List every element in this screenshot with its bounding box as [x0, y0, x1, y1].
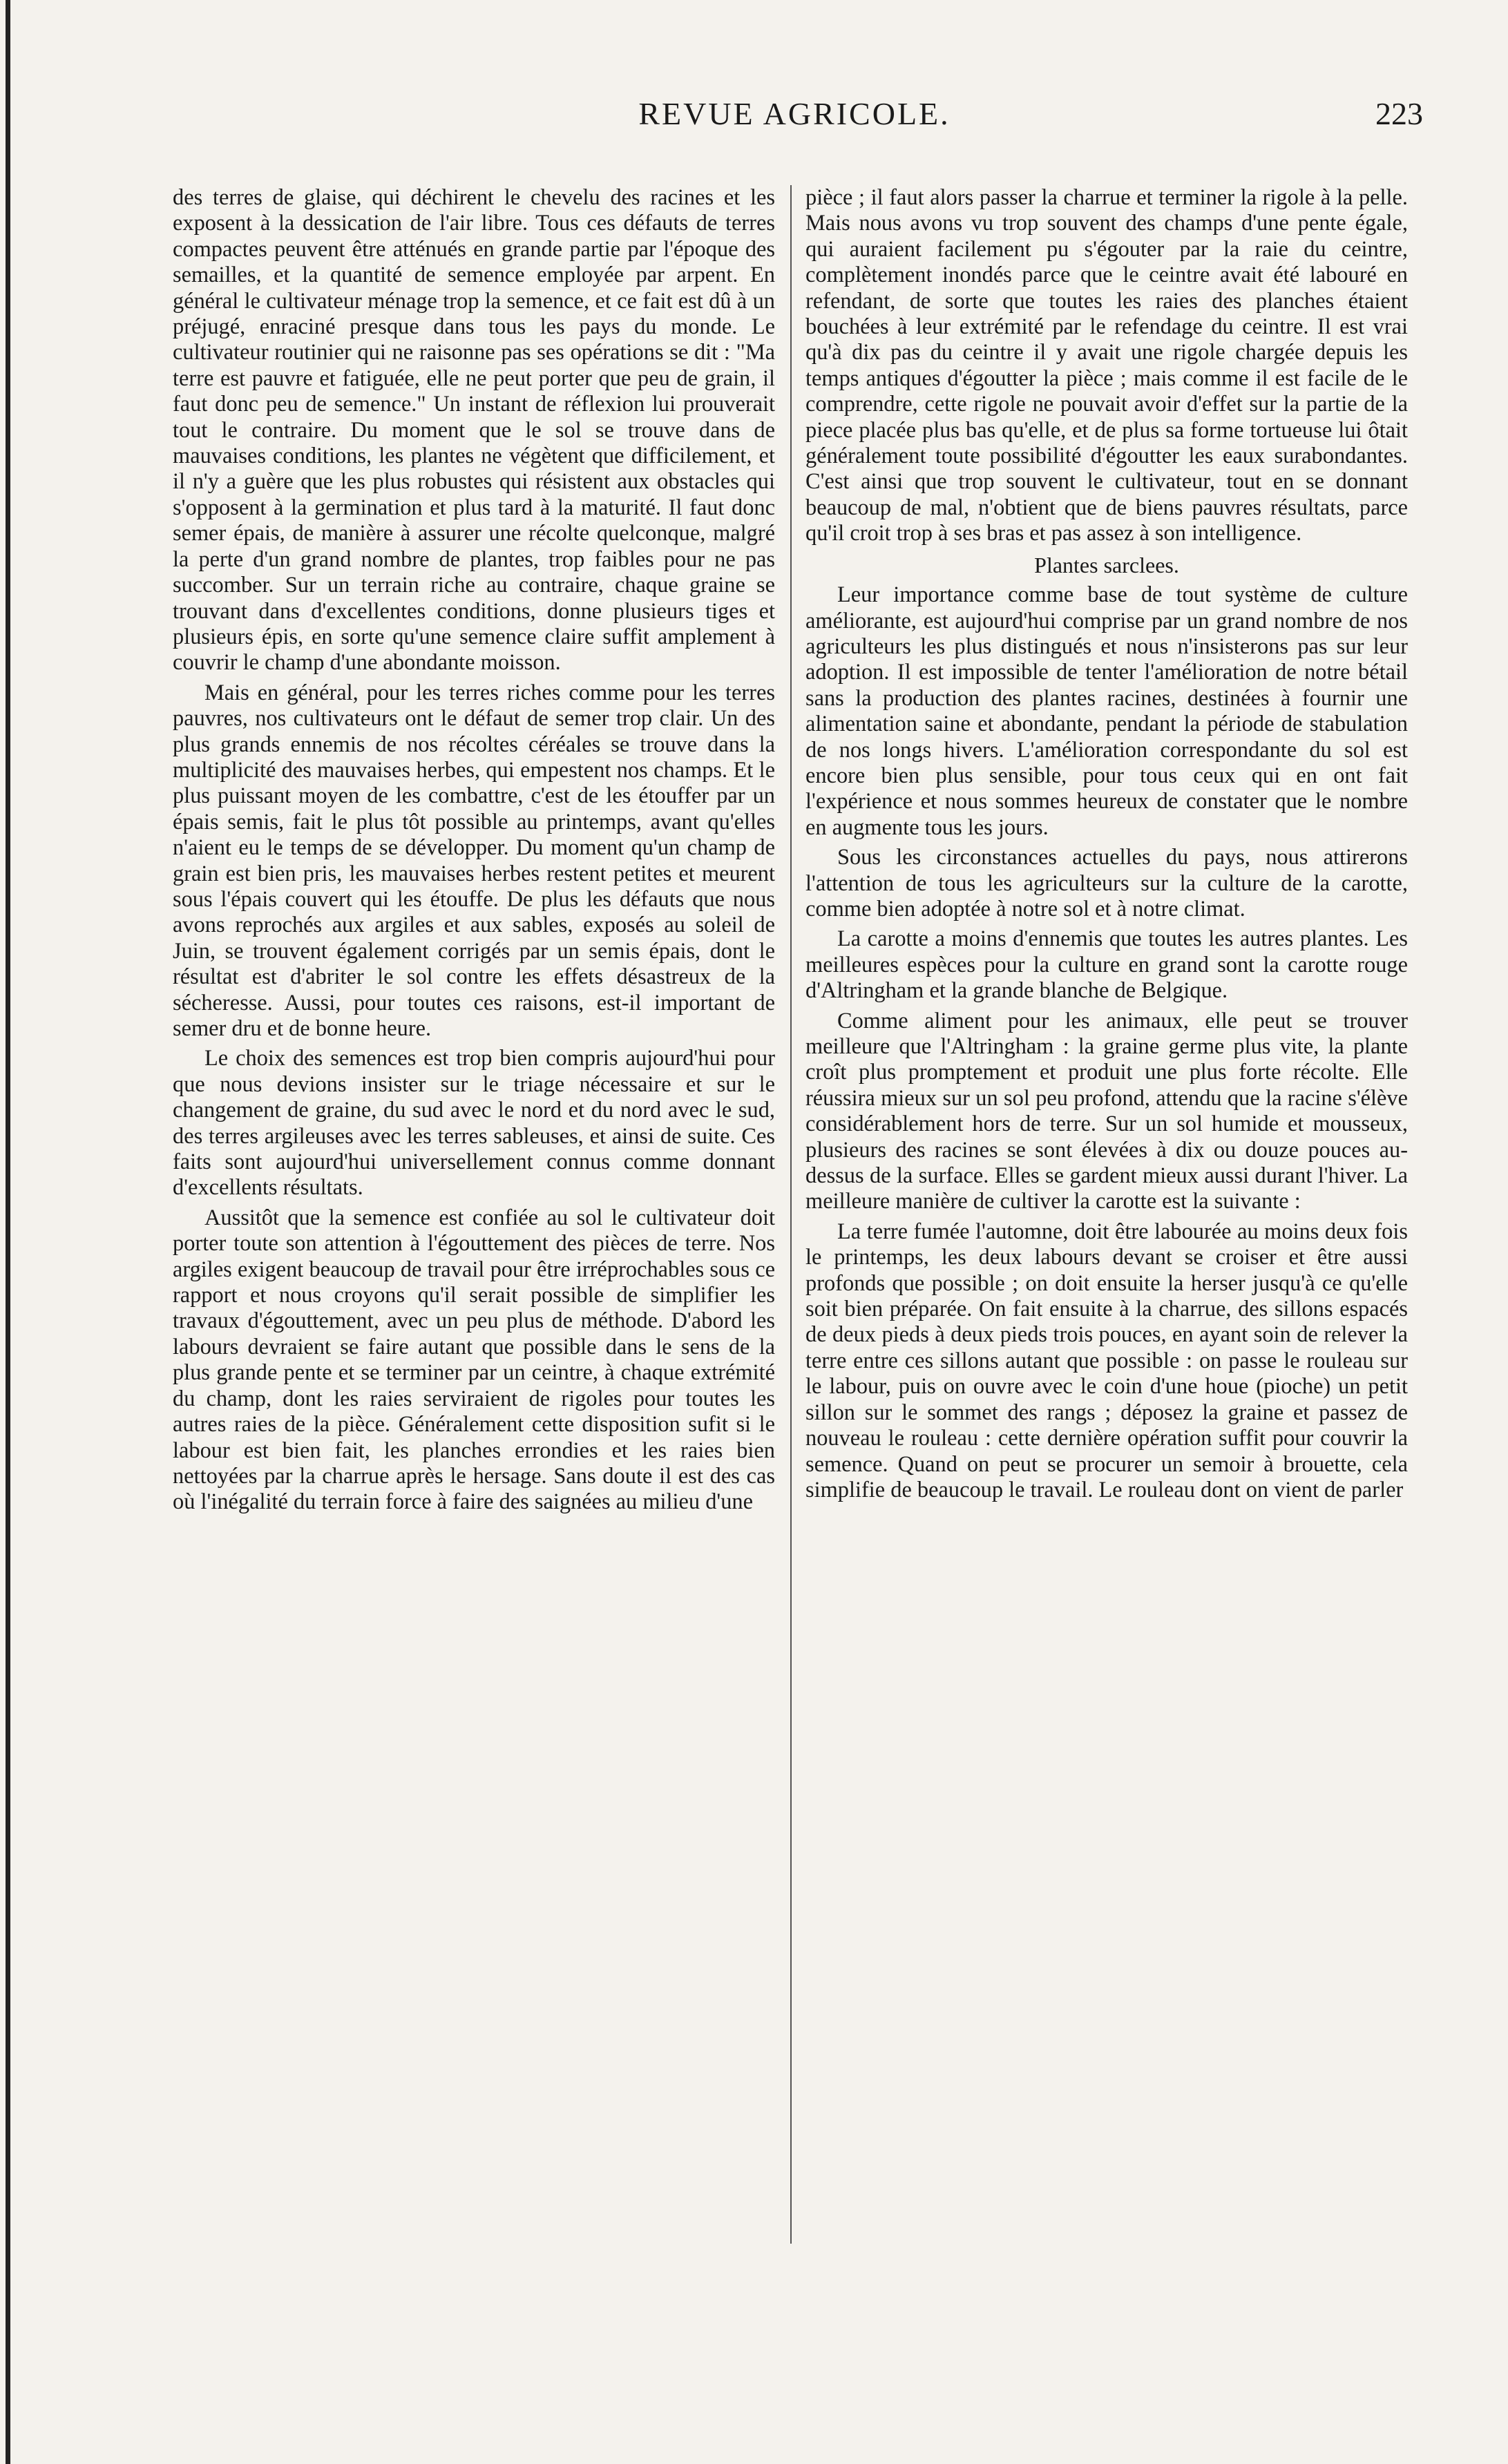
paragraph: des terres de glaise, qui déchirent le chevelu des racines et les exposent à la dessication de l'air libre. Tous ces défauts de terres compactes peuvent être atténués en grande partie par l'époque des semailles, et la quantité de semence employée par arpent. En général le cultivateur ménage trop la semence, et ce fait est dû à un préjugé, enraciné presque dans tous les pays du monde. Le cultivateur routinier qui ne raisonne pas ses opérations se dit : "Ma terre est pauvre et fatiguée, elle ne peut porter que peu de grain, il faut donc peu de semence." Un instant de réflexion lui prouverait tout le contraire. Du moment que le sol se trouve dans de mauvaises conditions, les plantes ne végètent que difficilement, et il n'y a guère que les plus robustes qui résistent aux obstacles qui s'opposent à la germination et plus tard à la maturité. Il faut donc semer épais, de manière à assurer une récolte quelconque, malgré la perte d'un grand nombre de plantes, trop faibles pour ne pas succomber. Sur un terrain riche au contraire, chaque graine se trouvant dans d'excellentes conditions, donne plusieurs tiges et plusieurs épis, en sorte qu'une semence claire suffit amplement à couvrir le champ d'une abondante moisson. — [173, 185, 775, 676]
paragraph: La carotte a moins d'ennemis que toutes les autres plantes. Les meilleures espèces pour la culture en grand sont la carotte rouge d'Altringham et la grande blanche de Belgique. — [805, 926, 1408, 1004]
paragraph: La terre fumée l'automne, doit être labourée au moins deux fois le printemps, les deux labours devant se croiser et être aussi profonds que possible ; on doit ensuite la herser jusqu'à ce qu'elle soit bien préparée. On fait ensuite à la charrue, des sillons espacés de deux pieds à deux pieds trois pouces, en ayant soin de relever la terre entre ces sillons autant que possible : on passe le rouleau sur le labour, puis on ouvre avec le coin d'une houe (pioche) un petit sillon sur le sommet des rangs ; déposez la graine et passez de nouveau le rouleau : cette dernière opération suffit pour couvrir la semence. Quand on peut se procurer un semoir à brouette, cela simplifie de beaucoup le travail. Le rouleau dont on vient de parler — [805, 1219, 1408, 1502]
paragraph: pièce ; il faut alors passer la charrue et terminer la rigole à la pelle. Mais nous avons vu trop souvent des champs d'une pente égale, qui auraient facilement pu s'égouter par la raie du ceintre, complètement inondés parce que le ceintre avait été labouré en refendant, de sorte que toutes les raies des planches étaient bouchées à leur extrémité par le refendage du ceintre. Il est vrai qu'à dix pas du ceintre il y avait une rigole chargée depuis les temps antiques d'égoutter la pièce ; mais comme il est facile de le comprendre, cette rigole ne pouvait avoir d'effet sur la partie de la piece placée plus bas qu'elle, et de plus sa forme tortueuse lui ôtait généralement toute possibilité d'égoutter les eaux surabondantes. C'est ainsi que trop souvent le cultivateur, tout en se donnant beaucoup de mal, n'obtient que de biens pauvres résultats, parce qu'il croit trop à ses bras et pas assez à son intelligence. — [805, 185, 1408, 546]
journal-title: REVUE AGRICOLE. — [638, 96, 951, 131]
right-column — [805, 185, 1408, 2264]
paragraph: Leur importance comme base de tout système de culture améliorante, est aujourd'hui comprise par un grand nombre de nos agriculteurs les plus distingués et nous n'insisterons pas sur leur adoption. Il est impossible de tenter l'amélioration de notre bétail sans la production des plantes racines, destinées à fournir une alimentation saine et abondante, pendant la période de stabulation de nos longs hivers. L'amélioration correspondante du sol est encore bien plus sensible, pour tous ceux qui en ont fait l'expérience et nous sommes heureux de constater que le nombre en augmente tous les jours. — [805, 582, 1408, 840]
paragraph: Mais en général, pour les terres riches comme pour les terres pauvres, nos cultivateurs ont le défaut de semer trop clair. Un des plus grands ennemis de nos récoltes céréales se trouve dans la multiplicité des mauvaises herbes, qui empestent nos champs. Et le plus puissant moyen de les combattre, c'est de les étouffer par un épais semis, fait le plus tôt possible au printemps, avant qu'elles n'aient eu le temps de se développer. Du moment qu'un champ de grain est bien pris, les mauvaises herbes restent petites et meurent sous l'épais couvert qui les étouffe. De plus les défauts que nous avons reprochés aux argiles et aux sables, exposés au soleil de Juin, se trouvent également corrigés par un semis épais, dont le résultat est d'abriter le sol contre les effets désastreux de la sécheresse. Aussi, pour toutes ces raisons, est-il important de semer dru et de bonne heure. — [173, 680, 775, 1041]
paragraph: Le choix des semences est trop bien compris aujourd'hui pour que nous devions insister sur le triage nécessaire et sur le changement de graine, du sud avec le nord et du nord avec le sud, des terres argileuses avec les terres sableuses, et ainsi de suite. Ces faits sont aujourd'hui universellement connus comme donnant d'excellents résultats. — [173, 1046, 775, 1201]
paragraph: Sous les circonstances actuelles du pays, nous attirerons l'attention de tous les agriculteurs sur la culture de la carotte, comme bien adoptée à notre sol et à notre climat. — [805, 845, 1408, 921]
page-number: 223 — [1375, 96, 1423, 131]
left-column — [173, 185, 775, 2264]
section-heading: Plantes sarclees. — [1034, 552, 1179, 577]
paragraph: Aussitôt que la semence est confiée au sol le cultivateur doit porter toute son attention à l'égouttement des pièces de terre. Nos argiles exigent beaucoup de travail pour être irréprochables sous ce rapport et nous croyons qu'il serait possible de simplifier les travaux d'égouttement, avec un peu plus de méthode. D'abord les labours devraient se faire autant que possible dans le sens de la plus grande pente et se terminer par un ceintre, à chaque extrémité du champ, dont les raies serviraient de rigoles pour toutes les autres raies de la pièce. Généralement cette disposition sufit si le labour est bien fait, les planches errondies et les raies bien nettoyées par la charrue après le hersage. Sans doute il est des cas où l'inégalité du terrain force à faire des saignées au milieu d'une — [173, 1205, 775, 1515]
binding-edge — [6, 0, 10, 2464]
paragraph: Comme aliment pour les animaux, elle peut se trouver meilleure que l'Altringham : la graine germe plus vite, la plante croît plus promptement et produit une plus forte récolte. Elle réussira mieux sur un sol peu profond, attendu que la racine s'élève considérablement hors de terre. Sur un sol humide et mousseux, plusieurs des racines se sont élevées à dix ou douze pouces au-dessus de la surface. Elles se gardent mieux aussi durant l'hiver. La meilleure manière de cultiver la carotte est la suivante : — [805, 1008, 1408, 1214]
column-divider — [790, 185, 792, 2244]
running-header — [166, 95, 1423, 144]
